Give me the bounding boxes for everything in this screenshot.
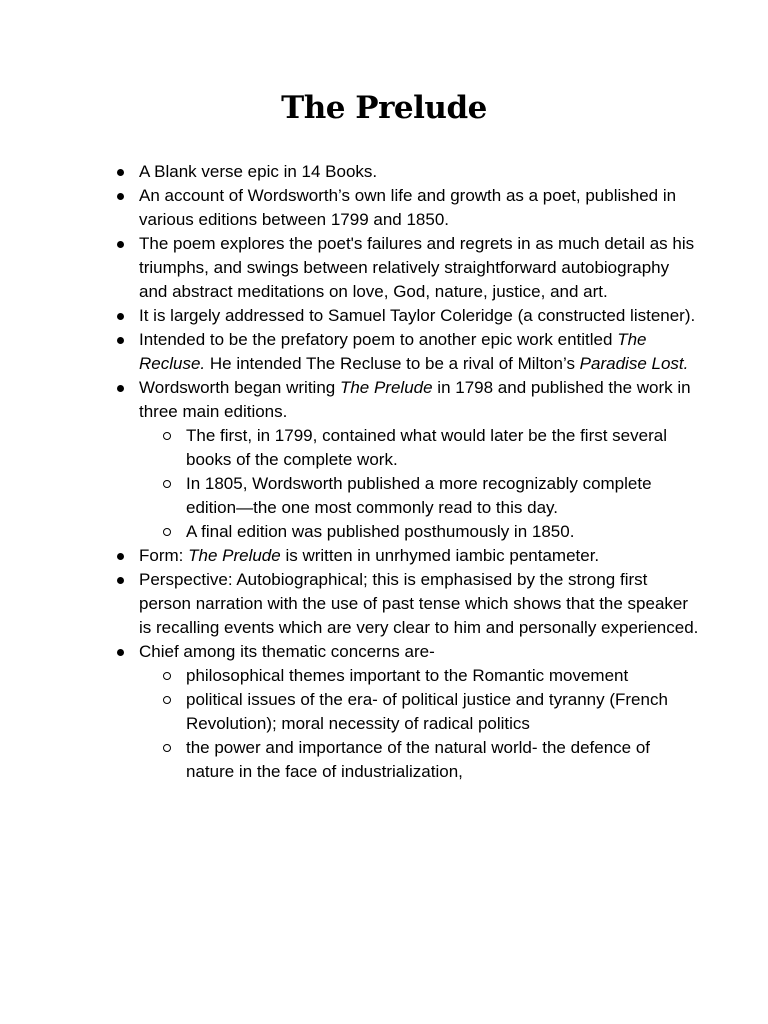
list-item: [139, 640, 699, 784]
list-item: [139, 328, 699, 376]
list-item: [139, 184, 699, 232]
list-item: [139, 304, 699, 328]
italic-title: The Prelude: [339, 378, 433, 397]
list-item: [139, 160, 699, 184]
bullet-icon: [117, 337, 124, 344]
bullet-list: [139, 160, 699, 784]
sub-list: [139, 424, 699, 544]
list-item-text: An account of Wordsworth’s own life and growth as a poet, published in various editions between 1799 and 1850.: [139, 186, 677, 229]
page-title: The Prelude: [281, 90, 487, 126]
bullet-icon: [117, 241, 124, 248]
list-item: [139, 544, 699, 568]
italic-title: The Prelude: [188, 546, 281, 565]
hollow-bullet-icon: [163, 528, 171, 536]
sub-list-item: [186, 736, 699, 784]
list-item-text-part: He intended The Recluse to be a rival of Milton’s: [205, 354, 580, 373]
list-item-text: Perspective: Autobiographical; this is emphasised by the strong first person narration with the use of past tense which shows that the speaker is recalling events which are very clear to him and personally experienced.: [139, 570, 699, 637]
list-item-text: The poem explores the poet's failures and regrets in as much detail as his triumphs, and swings between relatively straightforward autobiography and abstract meditations on love, God, nature, justice, and art.: [139, 234, 695, 301]
sub-list-item: [186, 688, 699, 736]
sub-list-item-text: the power and importance of the natural world- the defence of nature in the face of industrialization,: [186, 738, 651, 781]
list-item: [139, 376, 699, 544]
bullet-icon: [117, 553, 124, 560]
sub-list-item-text: political issues of the era- of political justice and tyranny (French Revolution); moral necessity of radical politics: [186, 690, 668, 733]
sub-list-item-text: In 1805, Wordsworth published a more recognizably complete edition—the one most commonly read to this day.: [186, 474, 652, 517]
hollow-bullet-icon: [163, 480, 171, 488]
list-item-text-part: Wordsworth began writing: [139, 378, 340, 397]
document-body: [139, 160, 699, 784]
list-item-text-part: Intended to be the prefatory poem to another epic work entitled: [139, 330, 618, 349]
bullet-icon: [117, 193, 124, 200]
list-item-text: Chief among its thematic concerns are-: [139, 642, 435, 661]
list-item-text: It is largely addressed to Samuel Taylor Coleridge (a constructed listener).: [139, 306, 696, 325]
sub-list-item-text: The first, in 1799, contained what would later be the first several books of the complete work.: [186, 426, 667, 469]
sub-list-item: [186, 472, 699, 520]
list-item: [139, 568, 699, 640]
sub-list-item-text: philosophical themes important to the Romantic movement: [186, 666, 629, 685]
hollow-bullet-icon: [163, 432, 171, 440]
sub-list-item-text: A final edition was published posthumously in 1850.: [186, 522, 575, 541]
sub-list: [139, 664, 699, 784]
list-item-text-part: in 1798 and published the work in three main editions.: [139, 378, 691, 421]
bullet-icon: [117, 577, 124, 584]
bullet-icon: [117, 169, 124, 176]
hollow-bullet-icon: [163, 696, 171, 704]
sub-list-item: [186, 664, 699, 688]
hollow-bullet-icon: [163, 672, 171, 680]
italic-title: The Recluse.: [139, 330, 647, 373]
bullet-icon: [117, 313, 124, 320]
sub-list-item: [186, 424, 699, 472]
list-item-text: A Blank verse epic in 14 Books.: [139, 162, 378, 181]
italic-title: Paradise Lost.: [579, 354, 689, 373]
hollow-bullet-icon: [163, 744, 171, 752]
bullet-icon: [117, 649, 124, 656]
list-item-text-part: Form:: [139, 546, 189, 565]
list-item: [139, 232, 699, 304]
bullet-icon: [117, 385, 124, 392]
list-item-text-part: is written in unrhymed iambic pentameter.: [280, 546, 600, 565]
sub-list-item: [186, 520, 699, 544]
